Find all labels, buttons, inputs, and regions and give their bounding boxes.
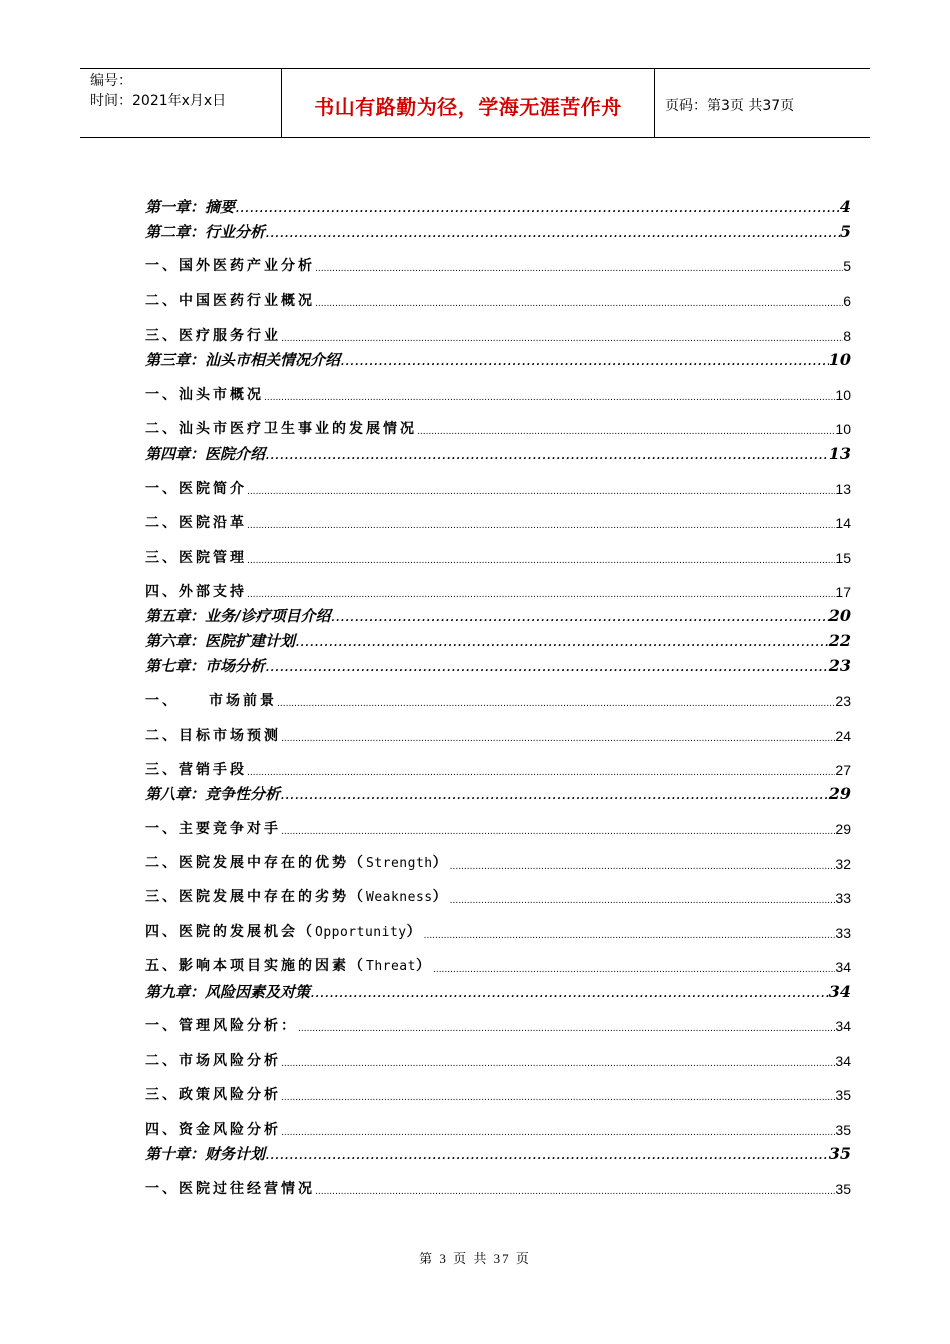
toc-page-number: 34 [835, 959, 851, 975]
toc-entry-title [145, 255, 315, 277]
toc-page-number: 6 [843, 293, 851, 309]
toc-page-number: 29 [828, 784, 851, 803]
toc-entry-title [145, 759, 247, 781]
toc-entry-text: 二、目标市场预测 [145, 728, 281, 744]
toc-section-row[interactable] [145, 1119, 851, 1141]
toc-page-number: 8 [843, 328, 851, 344]
toc-section-row[interactable] [145, 1015, 851, 1037]
toc-dot-leader [281, 1125, 835, 1141]
toc-section-row[interactable] [145, 1178, 851, 1200]
toc-entry-english: Threat [366, 959, 416, 974]
toc-entry-title [145, 349, 340, 371]
toc-entry-text: 第二章：行业分析 [145, 223, 266, 241]
toc-section-row[interactable] [145, 818, 851, 840]
toc-dot-leader [315, 296, 843, 312]
toc-entry-text: 三、医院管理 [145, 550, 247, 566]
toc-entry-title [145, 325, 281, 347]
toc-page-number: 14 [835, 515, 851, 531]
toc-page-number: 33 [835, 890, 851, 906]
toc-entry-text: 第六章：医院扩建计划 [145, 632, 296, 650]
toc-page-number: 5 [839, 222, 851, 241]
document-number-label: 编号： [90, 73, 132, 89]
toc-section-row[interactable] [145, 690, 851, 712]
toc-entry-title [145, 478, 247, 500]
toc-section-row[interactable] [145, 725, 851, 747]
header-page-label: 页码：第3页 共37页 [665, 98, 795, 114]
toc-entry-title [145, 818, 281, 840]
toc-entry-title [145, 418, 417, 440]
toc-dot-leader [340, 349, 829, 371]
toc-page-number: 13 [835, 481, 851, 497]
toc-entry-text: 三、医疗服务行业 [145, 328, 281, 344]
toc-entry-text: 第三章：汕头市相关情况介绍 [145, 351, 341, 369]
toc-page-number: 24 [835, 728, 851, 744]
toc-entry-text: 一、管理风险分析： [145, 1018, 298, 1034]
toc-dot-leader [330, 605, 828, 627]
toc-dot-leader [281, 1090, 835, 1106]
toc-page-number: 5 [843, 258, 851, 274]
toc-section-row[interactable] [145, 1050, 851, 1072]
toc-entry-title [145, 921, 424, 944]
toc-entry-text: 三、医院发展中存在的劣势（ [145, 889, 366, 905]
header-motto: 书山有路勤为径，学海无涯苦作舟 [282, 69, 655, 137]
toc-entry-english: Strength [366, 856, 433, 871]
toc-page-number: 34 [835, 1053, 851, 1069]
toc-page-number: 13 [828, 444, 851, 463]
toc-dot-leader [281, 824, 835, 840]
toc-entry-title [145, 690, 277, 712]
toc-page-number: 23 [828, 656, 851, 675]
toc-entry-title [145, 547, 247, 569]
toc-section-row[interactable] [145, 956, 851, 978]
toc-entry-title [145, 783, 280, 805]
toc-dot-leader [450, 893, 836, 909]
toc-chapter-row[interactable] [145, 630, 851, 652]
toc-entry-text: 一、医院简介 [145, 481, 247, 497]
toc-entry-tail: ） [432, 855, 450, 871]
toc-entry-title [145, 955, 433, 978]
toc-entry-text: 五、影响本项目实施的因素（ [145, 958, 366, 974]
toc-entry-text: 第四章：医院介绍 [145, 445, 266, 463]
toc-entry-text: 四、医院的发展机会（ [145, 924, 315, 940]
toc-entry-text: 二、市场风险分析 [145, 1053, 281, 1069]
toc-page-number: 10 [828, 350, 851, 369]
toc-entry-text: 第一章：摘要 [145, 198, 236, 216]
toc-entry-text: 三、政策风险分析 [145, 1087, 281, 1103]
toc-dot-leader [277, 696, 835, 712]
toc-entry-text: 第九章：风险因素及对策 [145, 983, 311, 1001]
toc-dot-leader [281, 731, 835, 747]
toc-chapter-row[interactable] [145, 605, 851, 627]
toc-section-row[interactable] [145, 887, 851, 909]
toc-entry-title [145, 1178, 315, 1200]
toc-dot-leader [280, 783, 829, 805]
toc-chapter-row[interactable] [145, 196, 851, 218]
toc-entry-text: 一、医院过往经营情况 [145, 1181, 315, 1197]
toc-entry-title [145, 630, 295, 652]
toc-entry-title [145, 725, 281, 747]
toc-dot-leader [265, 1143, 829, 1165]
toc-page-number: 32 [835, 856, 851, 872]
toc-entry-english: Opportunity [315, 925, 407, 940]
toc-section-row[interactable] [145, 325, 851, 347]
toc-entry-title [145, 512, 247, 534]
toc-page-number: 34 [828, 982, 851, 1001]
toc-entry-title [145, 196, 235, 218]
toc-entry-title [145, 221, 265, 243]
toc-entry-english: Weakness [366, 890, 433, 905]
toc-dot-leader [298, 1021, 835, 1037]
toc-section-row[interactable] [145, 922, 851, 944]
toc-entry-tail: ） [415, 958, 433, 974]
toc-section-row[interactable] [145, 512, 851, 534]
toc-dot-leader [247, 587, 835, 603]
header-left-cell [80, 69, 282, 137]
toc-entry-text: 第八章：竞争性分析 [145, 785, 281, 803]
toc-dot-leader [265, 655, 829, 677]
toc-section-row[interactable] [145, 478, 851, 500]
toc-entry-text: 四、外部支持 [145, 584, 247, 600]
toc-entry-title [145, 1119, 281, 1141]
toc-entry-text: 市场前景 [209, 693, 277, 709]
toc-page-number: 17 [835, 584, 851, 600]
toc-page-number: 33 [835, 925, 851, 941]
toc-entry-title [145, 852, 450, 875]
toc-section-row[interactable] [145, 384, 851, 406]
toc-page-number: 10 [835, 387, 851, 403]
toc-dot-leader [424, 928, 836, 944]
toc-section-row[interactable] [145, 853, 851, 875]
toc-entry-tail: ） [432, 889, 450, 905]
toc-dot-leader [310, 981, 829, 1003]
toc-page-number: 4 [839, 197, 851, 216]
toc-dot-leader [247, 518, 835, 534]
toc-entry-text: 一、国外医药产业分析 [145, 258, 315, 274]
toc-section-row[interactable] [145, 581, 851, 603]
toc-entry-text: 一、汕头市概况 [145, 387, 264, 403]
toc-section-row[interactable] [145, 418, 851, 440]
toc-entry-text: 一、主要竞争对手 [145, 821, 281, 837]
toc-entry-text: 第七章：市场分析 [145, 657, 266, 675]
toc-page-number: 35 [828, 1144, 851, 1163]
toc-page-number: 35 [835, 1122, 851, 1138]
toc-entry-title [145, 981, 310, 1003]
toc-entry-text: 二、中国医药行业概况 [145, 293, 315, 309]
toc-entry-text: 二、医院沿革 [145, 515, 247, 531]
toc-dot-leader [264, 390, 835, 406]
toc-page-number: 22 [828, 631, 851, 650]
toc-dot-leader [247, 484, 835, 500]
toc-dot-leader [417, 424, 835, 440]
toc-entry-tail: ） [406, 924, 424, 940]
toc-entry-title [145, 655, 265, 677]
toc-entry-text: 四、资金风险分析 [145, 1122, 281, 1138]
toc-entry-text: 第十章：财务计划 [145, 1145, 266, 1163]
toc-page-number: 20 [828, 606, 851, 625]
toc-dot-leader [295, 630, 829, 652]
toc-entry-title [145, 1143, 265, 1165]
toc-section-row[interactable] [145, 547, 851, 569]
toc-dot-leader [315, 261, 843, 277]
toc-dot-leader [265, 443, 829, 465]
toc-entry-title [145, 605, 330, 627]
toc-chapter-row[interactable] [145, 655, 851, 677]
toc-page-number: 27 [835, 762, 851, 778]
toc-section-row[interactable] [145, 1084, 851, 1106]
toc-dot-leader [433, 962, 835, 978]
toc-chapter-row[interactable] [145, 443, 851, 465]
toc-dot-leader [450, 859, 836, 875]
document-time-label: 时间：2021年x月x日 [90, 93, 227, 109]
toc-chapter-row[interactable] [145, 1143, 851, 1165]
toc-entry-title [145, 443, 265, 465]
toc-chapter-row[interactable] [145, 349, 851, 371]
toc-section-row[interactable] [145, 290, 851, 312]
toc-page-number: 29 [835, 821, 851, 837]
toc-dot-leader [265, 221, 840, 243]
toc-entry-title [145, 384, 264, 406]
page-footer: 第 3 页 共 37 页 [419, 1251, 531, 1266]
toc-page-number: 23 [835, 693, 851, 709]
toc-entry-title [145, 581, 247, 603]
toc-dot-leader [235, 196, 840, 218]
toc-page-number: 35 [835, 1181, 851, 1197]
toc-chapter-row[interactable] [145, 981, 851, 1003]
toc-page-number: 15 [835, 550, 851, 566]
toc-entry-text: 二、医院发展中存在的优势（ [145, 855, 366, 871]
toc-entry-text: 三、营销手段 [145, 762, 247, 778]
toc-dot-leader [247, 765, 835, 781]
toc-page-number: 34 [835, 1018, 851, 1034]
toc-entry-title [145, 290, 315, 312]
toc-section-row[interactable] [145, 759, 851, 781]
toc-entry-text: 二、汕头市医疗卫生事业的发展情况 [145, 421, 417, 437]
toc-page-number: 35 [835, 1087, 851, 1103]
toc-entry-title [145, 886, 450, 909]
toc-section-row[interactable] [145, 255, 851, 277]
toc-entry-title [145, 1084, 281, 1106]
page-header [80, 68, 870, 138]
toc-entry-text: 第五章：业务/诊疗项目介绍 [145, 607, 331, 625]
toc-dot-leader [247, 553, 835, 569]
toc-dot-leader [281, 331, 843, 347]
toc-page-number: 10 [835, 421, 851, 437]
toc-dot-leader [281, 1056, 835, 1072]
toc-entry-prefix: 一、 [145, 693, 179, 709]
toc-chapter-row[interactable] [145, 783, 851, 805]
toc-entry-title [145, 1015, 298, 1037]
toc-entry-title [145, 1050, 281, 1072]
toc-dot-leader [315, 1184, 835, 1200]
toc-chapter-row[interactable] [145, 221, 851, 243]
